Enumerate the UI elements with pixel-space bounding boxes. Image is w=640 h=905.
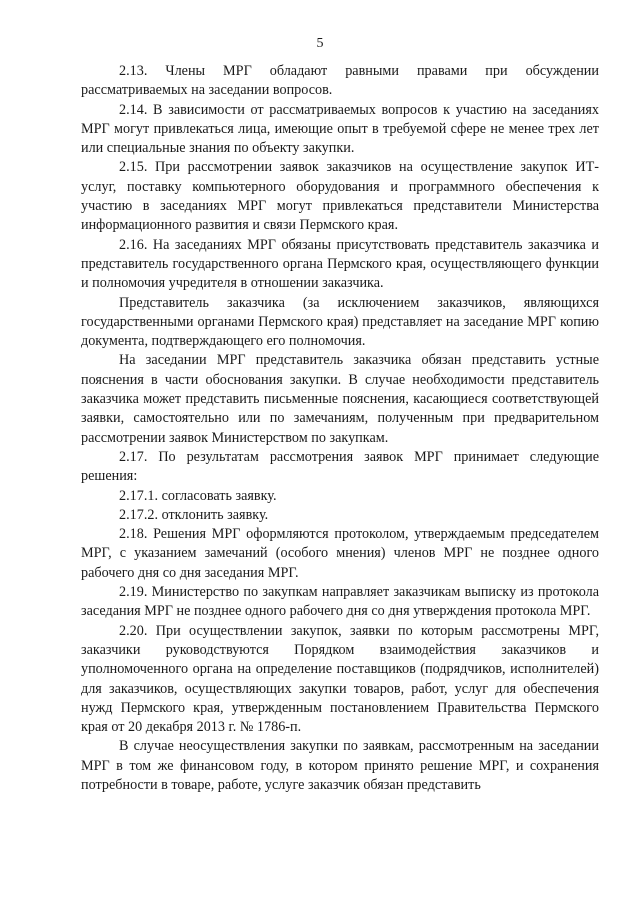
paragraph-2-20: 2.20. При осуществлении закупок, заявки по которым рассмотрены МРГ, заказчики руководствуются Порядком взаимодействия заказчиков и уполномоченного органа на определение поставщиков (подрядчиков, исполнителей) для заказчиков, осуществляющих закупки товаров, работ, услуг для обеспечения нужд Пермского края, утвержденным постановлением Правительства Пермского края от 20 декабря 2013 г. № 1786-п.: [81, 622, 599, 736]
paragraph-2-15: 2.15. При рассмотрении заявок заказчиков на осуществление закупок ИТ-услуг, поставку компьютерного оборудования и программного обеспечения к участию в заседаниях МРГ могут привлекаться представители Министерства информационного развития и связи Пермского края.: [81, 159, 599, 234]
paragraph-representative-docs: Представитель заказчика (за исключением заказчиков, являющихся государственными органами Пермского края) представляет на заседание МРГ копию документа, подтверждающего его полномочия.: [81, 294, 599, 350]
paragraph-2-17-1: 2.17.1. согласовать заявку.: [119, 487, 277, 504]
paragraph-2-16: 2.16. На заседаниях МРГ обязаны присутствовать представитель заказчика и представитель государственного органа Пермского края, осуществляющего функции и полномочия учредителя в отношении заказчика.: [81, 236, 599, 292]
paragraph-oral-explanations: На заседании МРГ представитель заказчика обязан представить устные пояснения в части обоснования закупки. В случае необходимости представитель заказчика может представить письменные пояснения, касающиеся соответствующей заявки, самостоятельно или по замечаниям, полученным при предварительном рассмотрении заявок Министерством по закупкам.: [81, 352, 599, 446]
page-number: 5: [316, 36, 324, 51]
paragraph-2-14: 2.14. В зависимости от рассматриваемых вопросов к участию на заседаниях МРГ могут привлекаться лица, имеющие опыт в требуемой сфере не менее трех лет или специальные знания по объекту закупки.: [81, 101, 599, 157]
paragraph-2-18: 2.18. Решения МРГ оформляются протоколом, утверждаемым председателем МРГ, с указанием замечаний (особого мнения) членов МРГ не позднее одного рабочего дня со дня заседания МРГ.: [81, 526, 599, 581]
document-body: [81, 62, 599, 795]
paragraph-2-19: 2.19. Министерство по закупкам направляет заказчикам выписку из протокола заседания МРГ не позднее одного рабочего дня со дня утверждения протокола МРГ.: [81, 584, 599, 620]
paragraph-2-17-2: 2.17.2. отклонить заявку.: [119, 506, 269, 523]
paragraph-non-purchase: В случае неосуществления закупки по заявкам, рассмотренным на заседании МРГ в том же финансовом году, в котором принято решение МРГ, и сохранения потребности в товаре, работе, услуге заказчик обязан представить: [81, 738, 599, 793]
paragraph-2-17: 2.17. По результатам рассмотрения заявок МРГ принимает следующие решения:: [81, 448, 599, 485]
paragraph-2-13: 2.13. Члены МРГ обладают равными правами при обсуждении рассматриваемых на заседании вопросов.: [81, 63, 599, 99]
